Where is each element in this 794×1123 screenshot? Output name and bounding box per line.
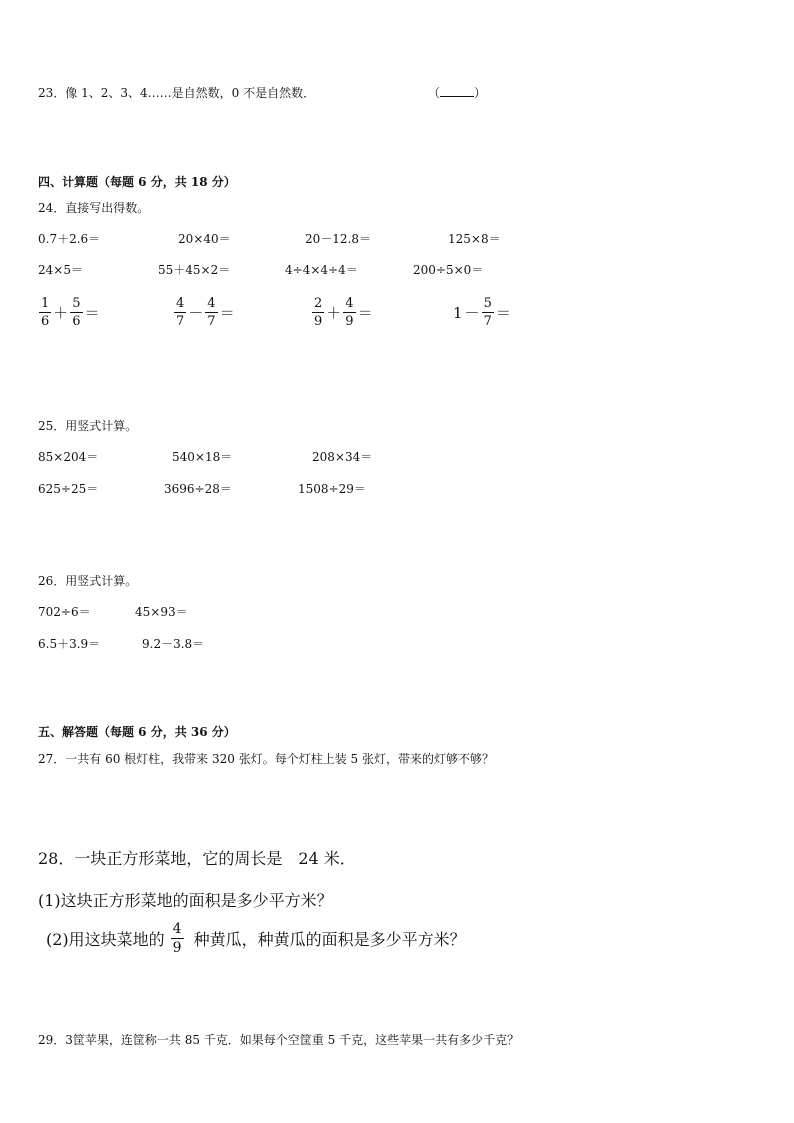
question-23-text: 23．像 1、2、3、4……是自然数，0 不是自然数． (38, 86, 316, 100)
fraction: $\frac{5}{7}$ (483, 296, 492, 329)
question-28-sub2: (2)用这块菜地的 $\frac{4}{9}$ 种黄瓜，种黄瓜的面积是多少平方米？ (46, 921, 466, 956)
fraction: $\frac{4}{9}$ (345, 296, 354, 329)
q26-item: 45×93＝ (135, 605, 188, 619)
q25-item: 625÷25＝ (38, 482, 99, 496)
q25-item: 540×18＝ (172, 450, 233, 464)
answer-blank-23: （ ） (428, 86, 487, 100)
question-26-title: 26．用竖式计算。 (38, 574, 138, 588)
q26-item: 6.5＋3.9＝ (38, 637, 101, 651)
question-28-sub1: (1)这块正方形菜地的面积是多少平方米？ (38, 891, 333, 910)
question-28: 28．一块正方形菜地，它的周长是 24 米． (38, 849, 356, 868)
q24-fraction-item: $\frac{4}{7}$ － $\frac{4}{7}$ ＝ (176, 296, 235, 329)
fraction: $\frac{2}{9}$ (314, 296, 323, 329)
q24-item: 125×8＝ (448, 232, 501, 246)
q25-item: 85×204＝ (38, 450, 99, 464)
fraction: $\frac{4}{7}$ (176, 296, 185, 329)
q24-item: 20－12.8＝ (305, 232, 371, 246)
q24-item: 24×5＝ (38, 263, 83, 277)
question-29: 29．3筐苹果，连筐称一共 85 千克．如果每个空筐重 5 千克，这些苹果一共有多少千克？ (38, 1033, 520, 1047)
q25-item: 3696÷28＝ (164, 482, 232, 496)
q24-item: 4÷4×4÷4＝ (285, 263, 358, 277)
q25-item: 208×34＝ (312, 450, 373, 464)
question-24-title: 24．直接写出得数。 (38, 201, 150, 215)
fraction: $\frac{4}{9}$ (172, 921, 182, 956)
q24-item: 20×40＝ (178, 232, 231, 246)
q25-item: 1508÷29＝ (298, 482, 366, 496)
fraction: $\frac{5}{6}$ (72, 296, 81, 329)
question-25-title: 25．用竖式计算。 (38, 419, 138, 433)
q24-item: 55＋45×2＝ (158, 263, 231, 277)
section-4-heading: 四、计算题（每题 6 分，共 18 分） (38, 175, 236, 189)
fraction: $\frac{1}{6}$ (41, 296, 50, 329)
q24-fraction-item: $\frac{1}{6}$ ＋ $\frac{5}{6}$ ＝ (41, 296, 100, 329)
blank-line (440, 86, 474, 97)
q24-item: 0.7＋2.6＝ (38, 232, 101, 246)
q26-item: 702÷6＝ (38, 605, 91, 619)
q24-item: 200÷5×0＝ (413, 263, 484, 277)
q24-fraction-item: $\frac{2}{9}$ ＋ $\frac{4}{9}$ ＝ (314, 296, 373, 329)
question-27: 27．一共有 60 根灯柱，我带来 320 张灯。每个灯柱上装 5 张灯，带来的灯够不够？ (38, 752, 494, 766)
section-5-heading: 五、解答题（每题 6 分，共 36 分） (38, 725, 236, 739)
q24-fraction-item: 1 － $\frac{5}{7}$ ＝ (453, 296, 511, 329)
question-23 (38, 84, 315, 101)
q26-item: 9.2－3.8＝ (142, 637, 205, 651)
fraction: $\frac{4}{7}$ (207, 296, 216, 329)
